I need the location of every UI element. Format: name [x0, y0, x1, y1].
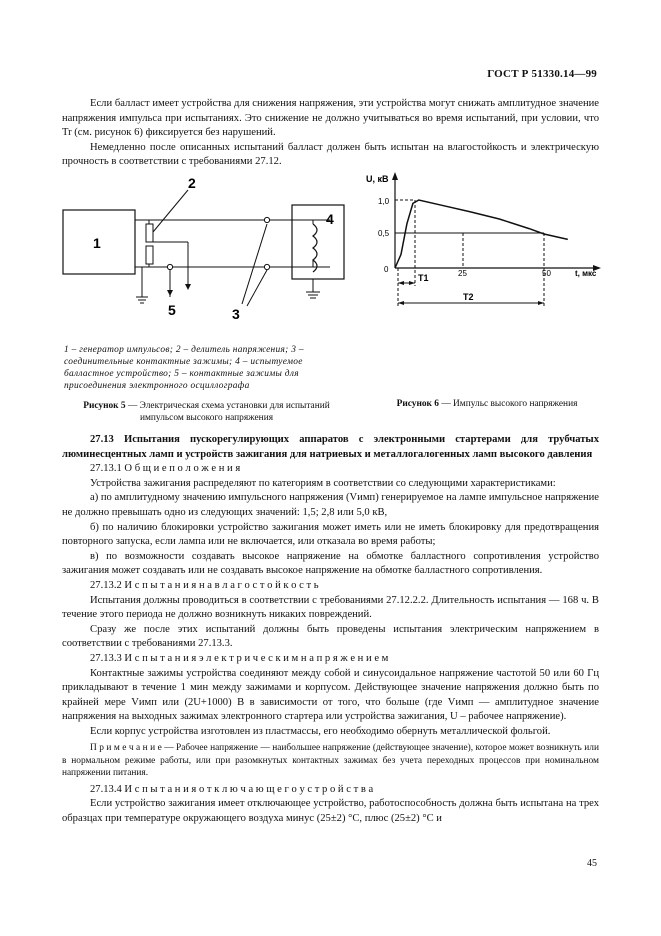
intro-paragraph-2: Немедленно после описанных испытаний балласт должен быть испытан на влагостойкость и электрическую прочность в соответствии с требованиями 27.12. [62, 141, 599, 168]
label-1: 1 [93, 235, 101, 251]
y-axis-label: U, кВ [366, 174, 389, 184]
figure-6-caption-text: — Импульс высокого напряжения [438, 399, 578, 409]
x-tick-25: 25 [458, 269, 467, 278]
s1-item-a: а) по амплитудному значению импульсного напряжения (Vимп) генерируемое на лампе импульсное напряжение не должно превышать одно из следующих значений: 1,5; 2,8 или 5,0 кВ, [62, 492, 600, 518]
s2-paragraph-1: Испытания должны проводиться в соответствии с требованиями 27.12.2.2. Длительность испытания — 168 ч. В течение этого периода не должно возникнуть никаких повреждений. [62, 594, 599, 621]
s1-paragraph: Устройства зажигания распределяют по категориям в соответствии со следующими характеристиками: [90, 477, 556, 489]
intro-text [62, 97, 599, 170]
x-axis-label: t, мкс [575, 269, 597, 278]
x-tick-50: 50 [542, 269, 551, 278]
document-header: ГОСТ Р 51330.14—99 [487, 68, 597, 80]
label-5: 5 [168, 302, 176, 318]
subsection-27-13-1-heading: 27.13.1 О б щ и е п о л о ж е н и я [90, 463, 241, 475]
t2-label: T2 [463, 292, 474, 302]
y-tick-1-0: 1,0 [378, 197, 390, 206]
figure-5-caption-label: Рисунок 5 [83, 401, 126, 411]
figure-6-caption [372, 398, 602, 410]
voltage-divider-upper [146, 224, 153, 242]
figure-6-caption-label: Рисунок 6 [396, 399, 439, 409]
s3-paragraph-1: Контактные зажимы устройства соединяют между собой и синусоидальное напряжение частотой 50 или 60 Гц прикладывают в течение 1 мин между зажимами и корпусом. Действующее значение напряжения должно быть по крайней мере Vимп или (2U+1000) В в зависимости от того, что больше (где Vимп — амплитудное значение напряжения на выходных зажимах электронного стартера или устройства зажигания, U – рабочее напряжение). [62, 667, 599, 723]
s3-paragraph-2: Если корпус устройства изготовлен из пластмассы, его необходимо обернуть металлической фольгой. [90, 725, 551, 737]
intro-paragraph-1: Если балласт имеет устройства для снижения напряжения, эти устройства могут снижать амплитудное значение напряжения импульса при испытаниях. Это снижение не должно учитываться во время испытаний, при условии, что Tr (см. рисунок 6) фиксируется без нарушений. [62, 98, 599, 139]
ballast-device-box [292, 205, 344, 279]
subsection-27-13-4-heading: 27.13.4 И с п ы т а н и я о т к л ю ч а ю щ е г о у с т р о й с т в а [90, 783, 374, 795]
figure-5-legend: 1 – генератор импульсов; 2 – делитель напряжения; 3 – соединительные контактные зажимы; 4 – испытуемое балластное устройство; 5 – контактные зажимы для присоединения электронного осциллографа [64, 345, 304, 391]
y-tick-0: 0 [384, 265, 389, 274]
section-title: 27.13 Испытания пускорегулирующих аппаратов с электронными стартерами для трубчатых люминесцентных ламп и устройств зажигания для натриевых и металлогалогенных ламп высокого давления [62, 434, 599, 460]
label-3: 3 [232, 306, 240, 322]
note: П р и м е ч а н и е — Рабочее напряжение — наибольшее напряжение (действующее значение), которое может возникнуть или в нормальном режиме работы, или при разомкнутых контактных зажимах без учета переходных процессов при номинальном напряжении питания. [62, 743, 599, 779]
figure-6-impulse-chart [360, 168, 610, 318]
subsection-27-13-2-heading: 27.13.2 И с п ы т а н и я н а в л а г о с т о й к о с т ь [90, 579, 319, 591]
label-4: 4 [326, 211, 334, 227]
y-tick-0-5: 0,5 [378, 229, 390, 238]
voltage-divider-lower [146, 246, 153, 264]
figure-5-caption-text: — Электрическая схема установки для испытаний импульсом высокого напряжения [125, 401, 330, 423]
s1-item-b: б) по наличию блокировки устройство зажигания может иметь или не иметь блокировку для предотвращения повторного запуска, если лампа или не включается, или отказала во время работы; [62, 521, 599, 548]
figure-5-caption [64, 400, 349, 424]
impulse-curve [395, 200, 568, 268]
s4-paragraph-1: Если устройство зажигания имеет отключающее устройство, работоспособность должна быть испытана на трех образцах при температуре окружающего воздуха минус (25±2) °С, плюс (25±2) °С и [62, 798, 599, 824]
s1-item-c: в) по возможности создавать высокое напряжение на обмотке балластного сопротивления устройство зажигания может создавать или не создавать высокое напряжение на обмотке балластного сопротивления. [62, 550, 599, 577]
section-27-13 [62, 433, 599, 826]
subsection-27-13-3-heading: 27.13.3 И с п ы т а н и я э л е к т р и ч е с к и м н а п р я ж е н и е м [90, 652, 389, 664]
figure-5-circuit-diagram [60, 172, 350, 322]
terminal-bottom [264, 264, 269, 269]
page-number: 45 [587, 858, 597, 869]
label-2: 2 [188, 175, 196, 191]
t1-label: T1 [418, 273, 429, 283]
terminal-top [264, 217, 269, 222]
s2-paragraph-2: Сразу же после этих испытаний должны быть проведены испытания электрическим напряжением в соответствии с требованиями 27.13.3. [62, 623, 599, 650]
